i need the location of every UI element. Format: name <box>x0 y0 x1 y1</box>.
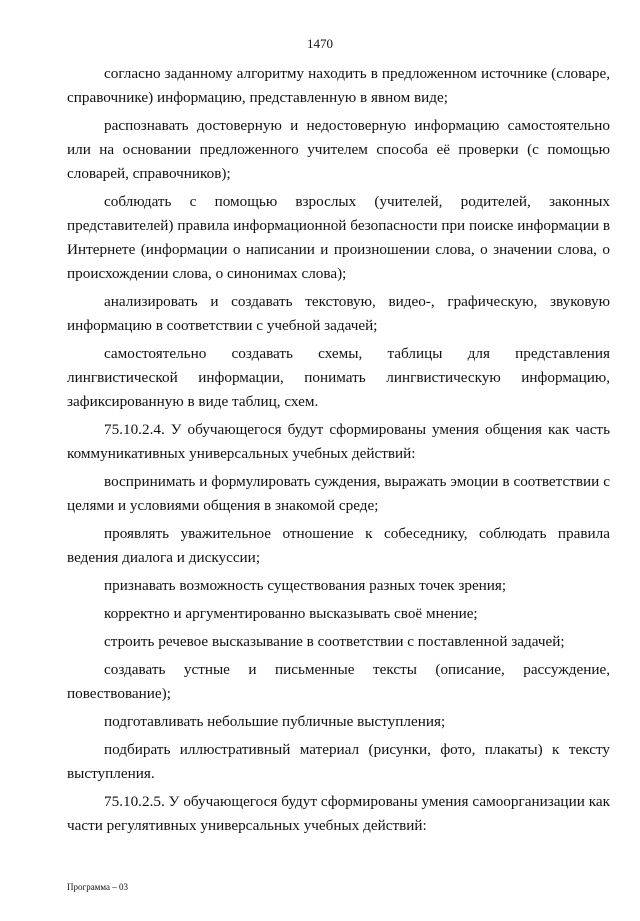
paragraph: соблюдать с помощью взрослых (учителей, родителей, законных представителей) правила информационной безопасности при поиске информации в Интернете (информации о написании и произношении слова, о значении слова, о происхождении слова, о синонимах слова); <box>67 193 610 282</box>
paragraph: подготавливать небольшие публичные выступления; <box>104 713 446 730</box>
paragraph: самостоятельно создавать схемы, таблицы для представления лингвистической информации, понимать лингвистическую информацию, зафиксированную в виде таблиц, схем. <box>67 345 610 410</box>
paragraph: признавать возможность существования разных точек зрения; <box>104 577 507 594</box>
paragraph: распознавать достоверную и недостоверную информацию самостоятельно или на основании предложенного учителем способа её проверки (с помощью словарей, справочников); <box>67 117 610 182</box>
paragraph: проявлять уважительное отношение к собеседнику, соблюдать правила ведения диалога и дискуссии; <box>67 525 610 566</box>
paragraph: строить речевое высказывание в соответствии с поставленной задачей; <box>104 633 565 650</box>
page-footer: Программа – 03 <box>67 882 129 892</box>
page-number: 1470 <box>307 36 333 51</box>
paragraph: анализировать и создавать текстовую, видео-, графическую, звуковую информацию в соответствии с учебной задачей; <box>67 293 610 334</box>
section-heading-paragraph: 75.10.2.5. У обучающегося будут сформированы умения самоорганизации как части регулятивных универсальных учебных действий: <box>67 793 610 834</box>
paragraph: воспринимать и формулировать суждения, выражать эмоции в соответствии с целями и условиями общения в знакомой среде; <box>67 473 610 514</box>
document-body <box>67 62 610 842</box>
paragraph: согласно заданному алгоритму находить в предложенном источнике (словаре, справочнике) информацию, представленную в явном виде; <box>67 65 610 106</box>
section-heading-paragraph: 75.10.2.4. У обучающегося будут сформированы умения общения как часть коммуникативных универсальных учебных действий: <box>67 421 610 462</box>
paragraph: создавать устные и письменные тексты (описание, рассуждение, повествование); <box>67 661 610 702</box>
paragraph: корректно и аргументированно высказывать своё мнение; <box>104 605 478 622</box>
paragraph: подбирать иллюстративный материал (рисунки, фото, плакаты) к тексту выступления. <box>67 741 610 782</box>
